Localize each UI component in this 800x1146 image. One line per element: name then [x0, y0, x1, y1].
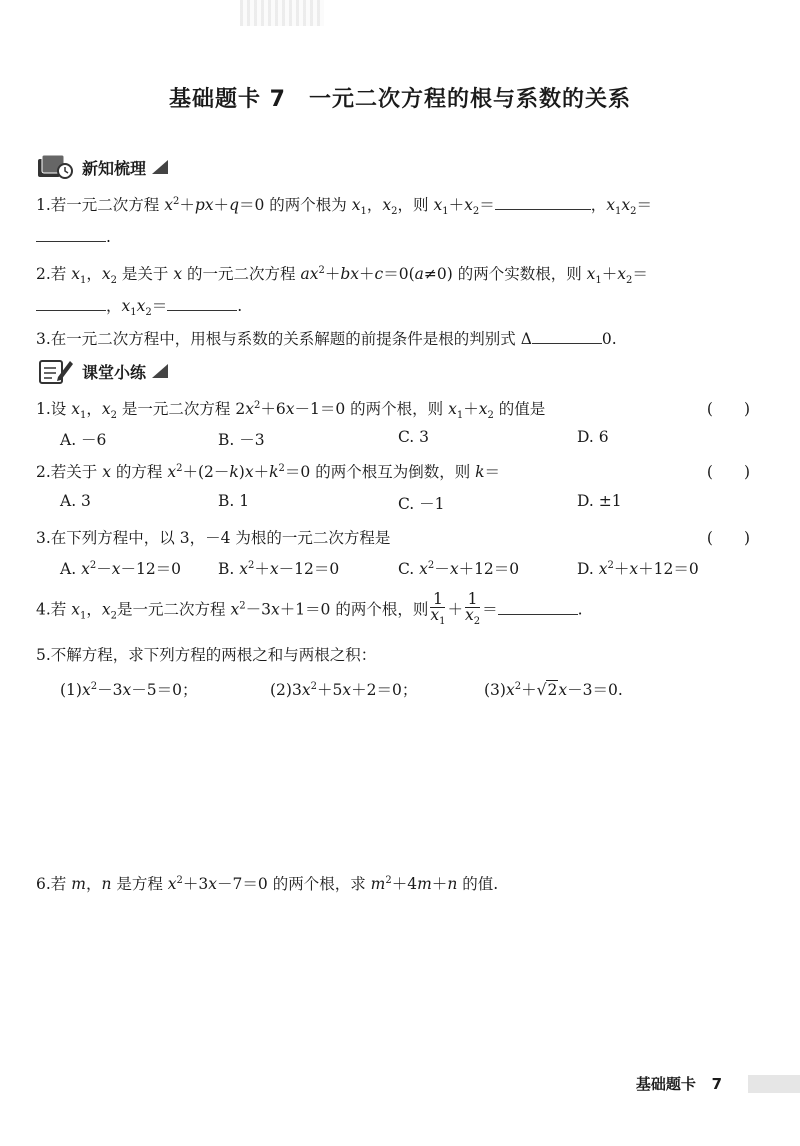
option-a[interactable]: A. －6 — [60, 431, 107, 449]
practice-item-6: 6.若 m，n 是方程 $x^2+3x-7=0$ 的两个根，求 $m^2+4m+n$ 的值. — [36, 874, 499, 893]
practice-item-2: 2.若关于 x 的方程 $x^2+(2-k)x+k^2=0$ 的两个根互为倒数，则 k＝ — [36, 462, 501, 481]
page-title: 基础题卡 7 一元二次方程的根与系数的关系 — [169, 87, 631, 112]
answer-paren[interactable]: ( ) — [706, 463, 750, 481]
knowledge-item-2-cont: ，$x_1x_2=$ . — [36, 294, 750, 318]
option-d[interactable]: D. 6 — [577, 428, 609, 446]
option-d[interactable]: D. ±1 — [577, 492, 622, 510]
subquestion-3: $(3)x^2+√2x-3=0$. — [484, 680, 623, 699]
option-b[interactable]: B. $x^2+x-12=0$ — [218, 559, 340, 578]
knowledge-item-3: 3.在一元二次方程中，用根与系数的关系解题的前提条件是根的判别式 Δ 0. — [36, 330, 617, 348]
triangle-marker-icon — [152, 160, 168, 174]
answer-blank[interactable] — [498, 600, 578, 615]
notepad-pencil-icon — [36, 357, 74, 385]
answer-blank[interactable] — [36, 227, 106, 242]
book-icon — [36, 153, 74, 181]
fraction: $\frac{1}{x_2}$ — [465, 590, 481, 628]
section-practice — [36, 356, 176, 386]
practice-item-5: 5.不解方程，求下列方程的两根之和与两根之积： — [36, 646, 377, 664]
page-footer — [636, 1073, 722, 1094]
option-c[interactable]: C. $x^2-x+12=0$ — [398, 559, 520, 578]
section-knowledge-label: 新知梳理 — [82, 158, 147, 178]
answer-blank[interactable] — [167, 296, 237, 311]
section-knowledge — [36, 152, 176, 182]
knowledge-item-1-cont: . — [36, 227, 750, 246]
answer-paren[interactable]: ( ) — [706, 529, 750, 547]
practice-item-1: 1.设 $x_1$，$x_2$ 是一元二次方程 $2x^2+6x-1=0$ 的两个根，则 $x_1+x_2$ 的值是 — [36, 399, 546, 422]
option-c[interactable]: C. －1 — [398, 495, 445, 513]
answer-blank[interactable] — [36, 296, 106, 311]
triangle-marker-icon — [152, 364, 168, 378]
subquestion-2: $(2)3x^2+5x+2=0$； — [270, 680, 418, 699]
section-practice-label: 课堂小练 — [82, 362, 147, 382]
option-d[interactable]: D. $x^2+x+12=0$ — [577, 559, 699, 578]
option-b[interactable]: B. －3 — [218, 431, 265, 449]
scan-artifact — [240, 0, 324, 26]
fraction: $\frac{1}{x_1}$ — [430, 590, 446, 628]
page-tab-decoration — [748, 1075, 800, 1093]
knowledge-item-2: 2.若 $x_1$，$x_2$ 是关于 x 的一元二次方程 $ax^2+bx+c=0(a\ne 0)$ 的两个实数根，则 $x_1+x_2=$ — [36, 264, 648, 287]
answer-paren[interactable]: ( ) — [706, 400, 750, 418]
answer-blank[interactable] — [495, 195, 591, 210]
practice-item-3: 3.在下列方程中，以 3，－4 为根的一元二次方程是 — [36, 529, 391, 547]
option-a[interactable]: A. $x^2-x-12=0$ — [60, 559, 182, 578]
knowledge-item-1: 1.若一元二次方程 $x^2+px+q=0$ 的两个根为 $x_1$，$x_2$，则 $x_1+x_2=$ ，$x_1x_2=$ — [36, 195, 652, 218]
option-c[interactable]: C. 3 — [398, 428, 430, 446]
page-number: 7 — [711, 1075, 722, 1093]
option-a[interactable]: A. 3 — [60, 492, 91, 510]
option-b[interactable]: B. 1 — [218, 492, 250, 510]
subquestion-1: $(1)x^2-3x-5=0$； — [60, 680, 198, 699]
practice-item-4: 4.若 $x_1$，$x_2$是一元二次方程 $x^2-3x+1=0$ 的两个根，则 $\frac{1}{x_1}$ ＋ $\frac{1}{x_2}$ ＝ . — [36, 590, 583, 628]
answer-blank[interactable] — [532, 329, 602, 344]
footer-label: 基础题卡 — [635, 1075, 696, 1093]
